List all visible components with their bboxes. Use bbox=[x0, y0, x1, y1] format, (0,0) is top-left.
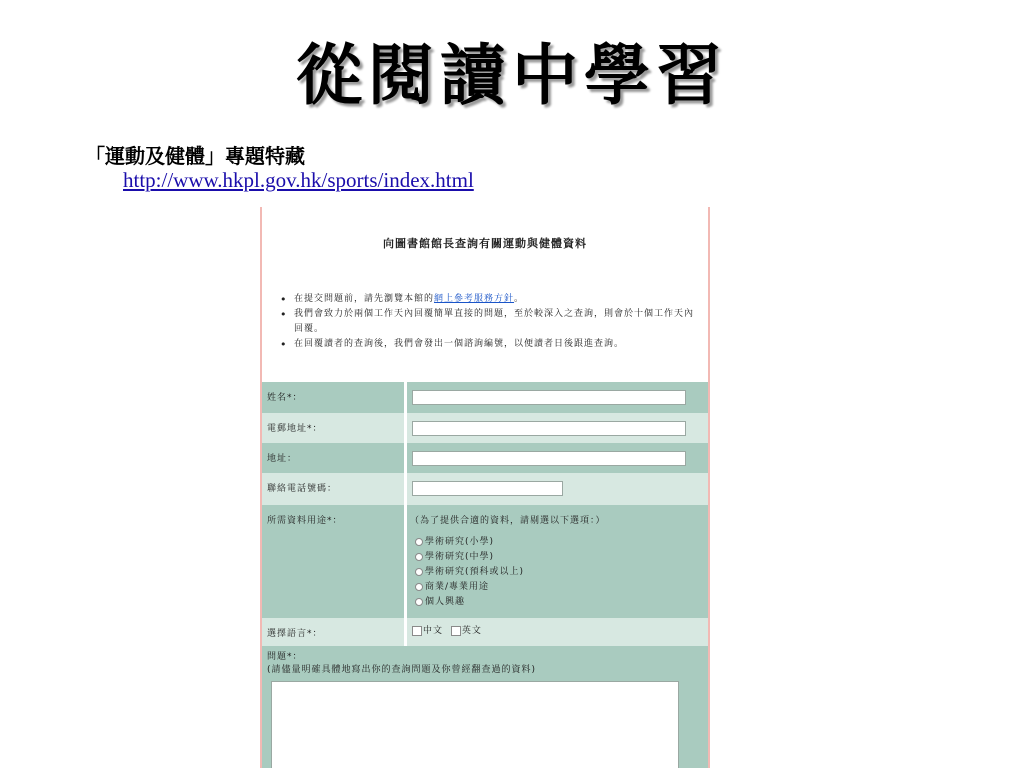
form-heading: 向圖書館館長查詢有關運動與健體資料 bbox=[383, 237, 587, 250]
language-label: 選擇語言*： bbox=[267, 629, 323, 639]
name-input[interactable] bbox=[412, 390, 686, 405]
radio-icon[interactable] bbox=[415, 583, 423, 591]
embedded-form-screenshot bbox=[260, 207, 710, 768]
radio-icon[interactable] bbox=[415, 538, 423, 546]
address-input[interactable] bbox=[412, 451, 686, 466]
purpose-option-business[interactable]: 商業/專業用途 bbox=[415, 580, 489, 595]
purpose-option-primary[interactable]: 學術研究(小學) bbox=[415, 535, 494, 550]
form-row-question bbox=[262, 646, 708, 768]
purpose-option-matriculation[interactable]: 學術研究(預科或以上) bbox=[415, 565, 524, 580]
question-hint: (請儘量明確具體地寫出你的查詢問題及你曾經翻查過的資料) bbox=[267, 665, 537, 675]
email-input[interactable] bbox=[412, 421, 686, 436]
language-options: 中文 英文 bbox=[412, 624, 482, 639]
question-textarea[interactable] bbox=[271, 681, 679, 768]
email-label: 電郵地址*： bbox=[267, 424, 323, 434]
hkpl-sports-link[interactable]: http://www.hkpl.gov.hk/sports/index.html bbox=[123, 168, 474, 192]
list-item: • 在提交問題前，請先瀏覽本館的網上參考服務方針。 bbox=[278, 292, 698, 307]
form-row-purpose bbox=[262, 505, 708, 618]
form-row-email bbox=[262, 413, 708, 443]
phone-label: 聯絡電話號碼： bbox=[267, 484, 338, 494]
checkbox-english[interactable] bbox=[451, 626, 461, 636]
form-row-address bbox=[262, 443, 708, 473]
reference-policy-link[interactable]: 網上參考服務方針 bbox=[434, 294, 515, 304]
form-row-phone bbox=[262, 473, 708, 505]
slide-title: 從閱讀中學習 bbox=[296, 36, 728, 114]
name-label: 姓名*： bbox=[267, 393, 303, 403]
radio-icon[interactable] bbox=[415, 553, 423, 561]
purpose-label: 所需資料用途*： bbox=[267, 516, 343, 526]
instruction-list bbox=[278, 292, 698, 352]
form-row-name bbox=[262, 382, 708, 413]
purpose-note: （為了提供合適的資料，請剔選以下選項：） bbox=[410, 516, 606, 526]
list-item: • 我們會致力於兩個工作天內回覆簡單直接的問題，至於較深入之查詢，則會於十個工作天內回覆。 bbox=[278, 307, 698, 337]
radio-icon[interactable] bbox=[415, 568, 423, 576]
form-row-language bbox=[262, 618, 708, 646]
purpose-option-personal[interactable]: 個人興趣 bbox=[415, 595, 465, 610]
slide-subtitle: 「運動及健體」專題特藏 bbox=[85, 144, 305, 168]
list-item: • 在回覆讀者的查詢後，我們會發出一個諮詢編號，以便讀者日後跟進查詢。 bbox=[278, 337, 698, 352]
purpose-option-secondary[interactable]: 學術研究(中學) bbox=[415, 550, 494, 565]
question-label: 問題*： (請儘量明確具體地寫出你的查詢問題及你曾經翻查過的資料) bbox=[267, 652, 537, 675]
checkbox-chinese[interactable] bbox=[412, 626, 422, 636]
radio-icon[interactable] bbox=[415, 598, 423, 606]
phone-input[interactable] bbox=[412, 481, 563, 496]
address-label: 地址： bbox=[267, 454, 298, 464]
